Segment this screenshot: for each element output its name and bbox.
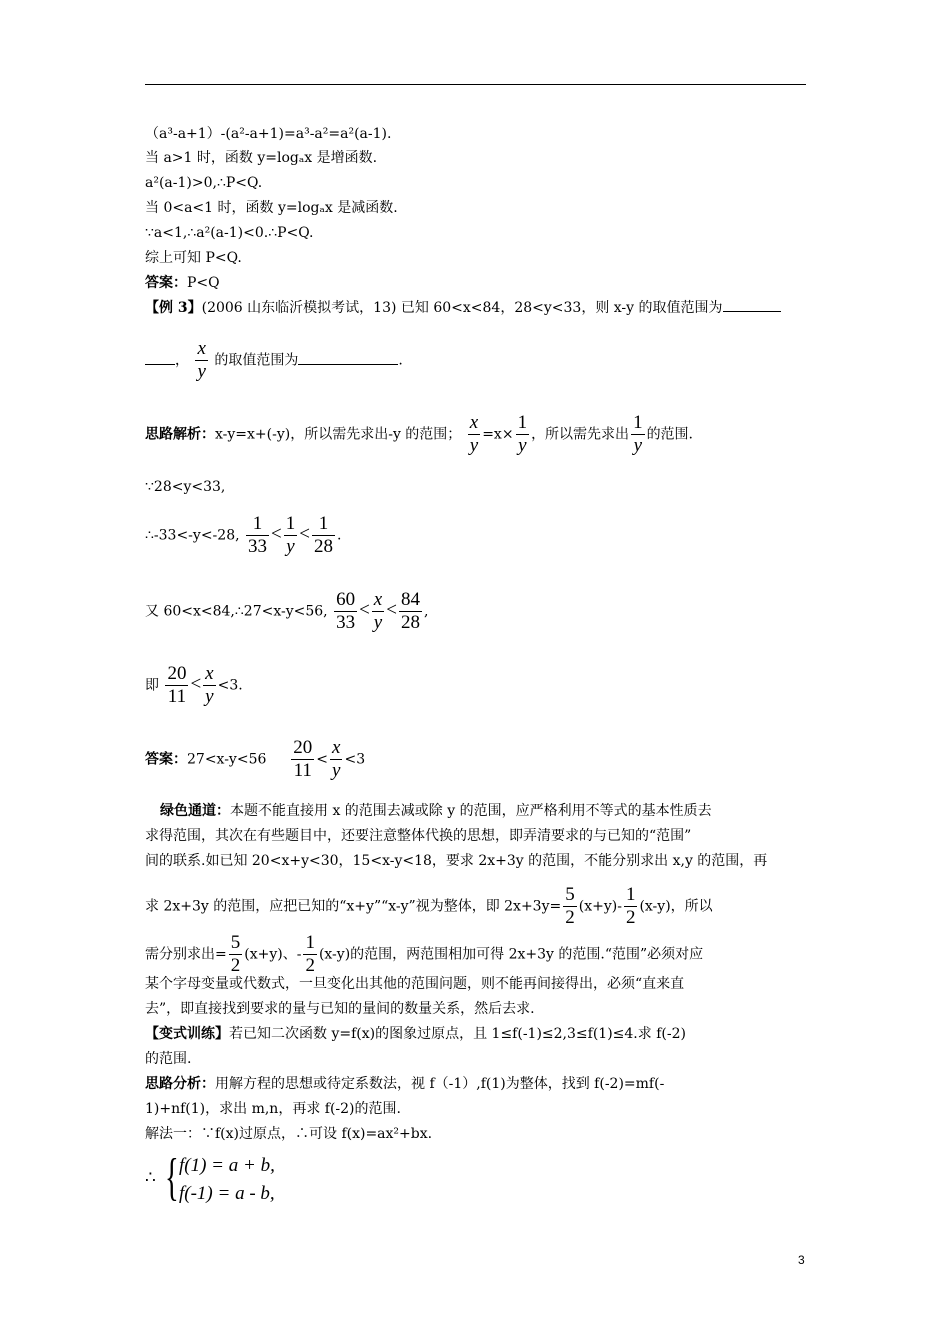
equation-2: f(-1) = a - b, [179, 1183, 275, 1204]
green-3: 间的联系.如已知 20<x+y<30，15<x-y<18，要求 2x+3y 的范围，不能分别求出 x,y 的范围，再 [145, 853, 768, 869]
answer-2: 答案：27<x-y<56 $\frac{20}{11}$ < $\frac{x}{y}$ <3 [145, 737, 366, 781]
analysis2-1: 思路分析：用解方程的思想或待定系数法，视 f（-1）,f(1)为整体，找到 f(-2)=mf(- [145, 1076, 665, 1092]
step-2: ∴-33<-y<-28, $\frac{1}{33}$ < $\frac{1}{y}$ < $\frac{1}{28}$ . [145, 513, 342, 557]
fraction-1-over-28: $\frac{1}{28}$ [313, 513, 333, 557]
fraction-1-over-y: $\frac{1}{y}$ [517, 412, 528, 456]
green-4: 求 2x+3y 的范围，应把已知的“x+y”“x-y”视为整体，即 2x+3y= $\frac{5}{2}$ (x+y)- $\frac{1}{2}$ (x-y)，所以 [145, 884, 713, 928]
example-text-2: 的取值范围为 [214, 352, 299, 369]
fraction-1-over-33: $\frac{1}{33}$ [248, 513, 268, 557]
comma: ， [175, 352, 189, 369]
blank-1 [723, 297, 781, 312]
analysis2-label: 思路分析： [145, 1076, 215, 1092]
example-3 [145, 297, 781, 319]
example-3-cont: ， $\frac{x}{y}$ 的取值范围为 . [145, 338, 403, 383]
green-1: 绿色通道：本题不能直接用 x 的范围去减或除 y 的范围，应严格利用不等式的基本性质去 [160, 803, 712, 819]
left-brace: { [165, 1149, 179, 1206]
fraction-5-over-2: $\frac{5}{2}$ [230, 932, 241, 976]
step-4: 即 $\frac{20}{11}$ < $\frac{x}{y}$ <3. [145, 663, 243, 707]
answer-label: 答案： [145, 751, 187, 768]
header-rule [145, 84, 806, 85]
analysis2-2: 1)+nf(1)，求出 m,n，再求 f(-2)的范围. [145, 1101, 401, 1117]
fraction-20-over-11: $\frac{20}{11}$ [293, 737, 313, 781]
example-text: (2006 山东临沂模拟考试，13) 已知 60<x<84，28<y<33，则 x-y 的取值范围为 [201, 300, 723, 316]
fraction-x-over-y: $\frac{x}{y}$ [332, 737, 341, 781]
example-tag: 【例 3】 [145, 300, 202, 316]
line-5: ∵a<1,∴a²(a-1)<0.∴P<Q. [145, 225, 314, 241]
analysis: 思路解析：x-y=x+(-y)，所以需先求出-y 的范围； $\frac{x}{y}$ =x× $\frac{1}{y}$ ，所以需先求出 $\frac{1}{y}$ 的范围. [145, 412, 694, 456]
fraction-x-over-y: $\frac{x}{y}$ [373, 589, 383, 633]
line-3: a²(a-1)>0,∴P<Q. [145, 175, 263, 191]
answer-1 [145, 272, 220, 294]
blank-1-cont [145, 350, 175, 365]
variant-2: 的范围. [145, 1051, 192, 1067]
fraction-5-over-2: $\frac{5}{2}$ [565, 884, 575, 928]
step-3: 又 60<x<84,∴27<x-y<56, $\frac{60}{33}$ < $\frac{x}{y}$ < $\frac{84}{28}$ , [145, 589, 429, 633]
therefore-symbol: ∴ [145, 1168, 156, 1187]
answer-label: 答案： [145, 275, 187, 291]
equation-1: f(1) = a + b, [179, 1155, 275, 1176]
blank-2 [298, 350, 398, 365]
fraction-1-over-y: $\frac{1}{y}$ [285, 513, 296, 557]
fraction-60-over-33: $\frac{60}{33}$ [336, 589, 356, 633]
line-1: （a³-a+1）-(a²-a+1)=a³-a²=a²(a-1). [145, 126, 392, 142]
line-4: 当 0<a<1 时，函数 y=logₐx 是减函数. [145, 200, 398, 216]
step-1: ∵28<y<33, [145, 479, 226, 495]
variant-1: 【变式训练】若已知二次函数 y=f(x)的图象过原点，且 1≤f(-1)≤2,3≤f(1)≤4.求 f(-2) [145, 1026, 686, 1042]
green-5: 需分别求出= $\frac{5}{2}$ (x+y)、- $\frac{1}{2}$ (x-y)的范围，两范围相加可得 2x+3y 的范围.“范围”必须对应 [145, 932, 704, 976]
fraction-x-over-y: $\frac{x}{y}$ [205, 663, 214, 707]
fraction-1-over-y: $\frac{1}{y}$ [633, 412, 643, 456]
method-1: 解法一：∵f(x)过原点，∴可设 f(x)=ax²+bx. [145, 1126, 433, 1142]
green-label: 绿色通道： [160, 803, 230, 819]
answer-value: P<Q [187, 275, 220, 291]
analysis-label: 思路解析： [145, 426, 215, 443]
fraction-x-over-y: $\frac{x}{y}$ [197, 338, 206, 382]
variant-tag: 【变式训练】 [145, 1026, 229, 1042]
line-6: 综上可知 P<Q. [145, 250, 242, 266]
fraction-x-over-y: $\frac{x}{y}$ [469, 412, 479, 456]
green-2: 求得范围，其次在有些题目中，还要注意整体代换的思想，即弄清要求的与已知的“范围” [145, 828, 692, 844]
page-number: 3 [798, 1253, 805, 1267]
fraction-1-over-2: $\frac{1}{2}$ [305, 932, 315, 976]
fraction-1-over-2: $\frac{1}{2}$ [625, 884, 636, 928]
fraction-84-over-28: $\frac{84}{28}$ [400, 589, 420, 633]
line-2: 当 a>1 时，函数 y=logₐx 是增函数. [145, 150, 378, 166]
fraction-20-over-11: $\frac{20}{11}$ [167, 663, 187, 707]
green-6: 某个字母变量或代数式，一旦变化出其他的范围问题，则不能再间接得出，必须“直来直 [145, 976, 685, 992]
green-7: 去”，即直接找到要求的量与已知的量间的数量关系，然后去求. [145, 1001, 535, 1017]
